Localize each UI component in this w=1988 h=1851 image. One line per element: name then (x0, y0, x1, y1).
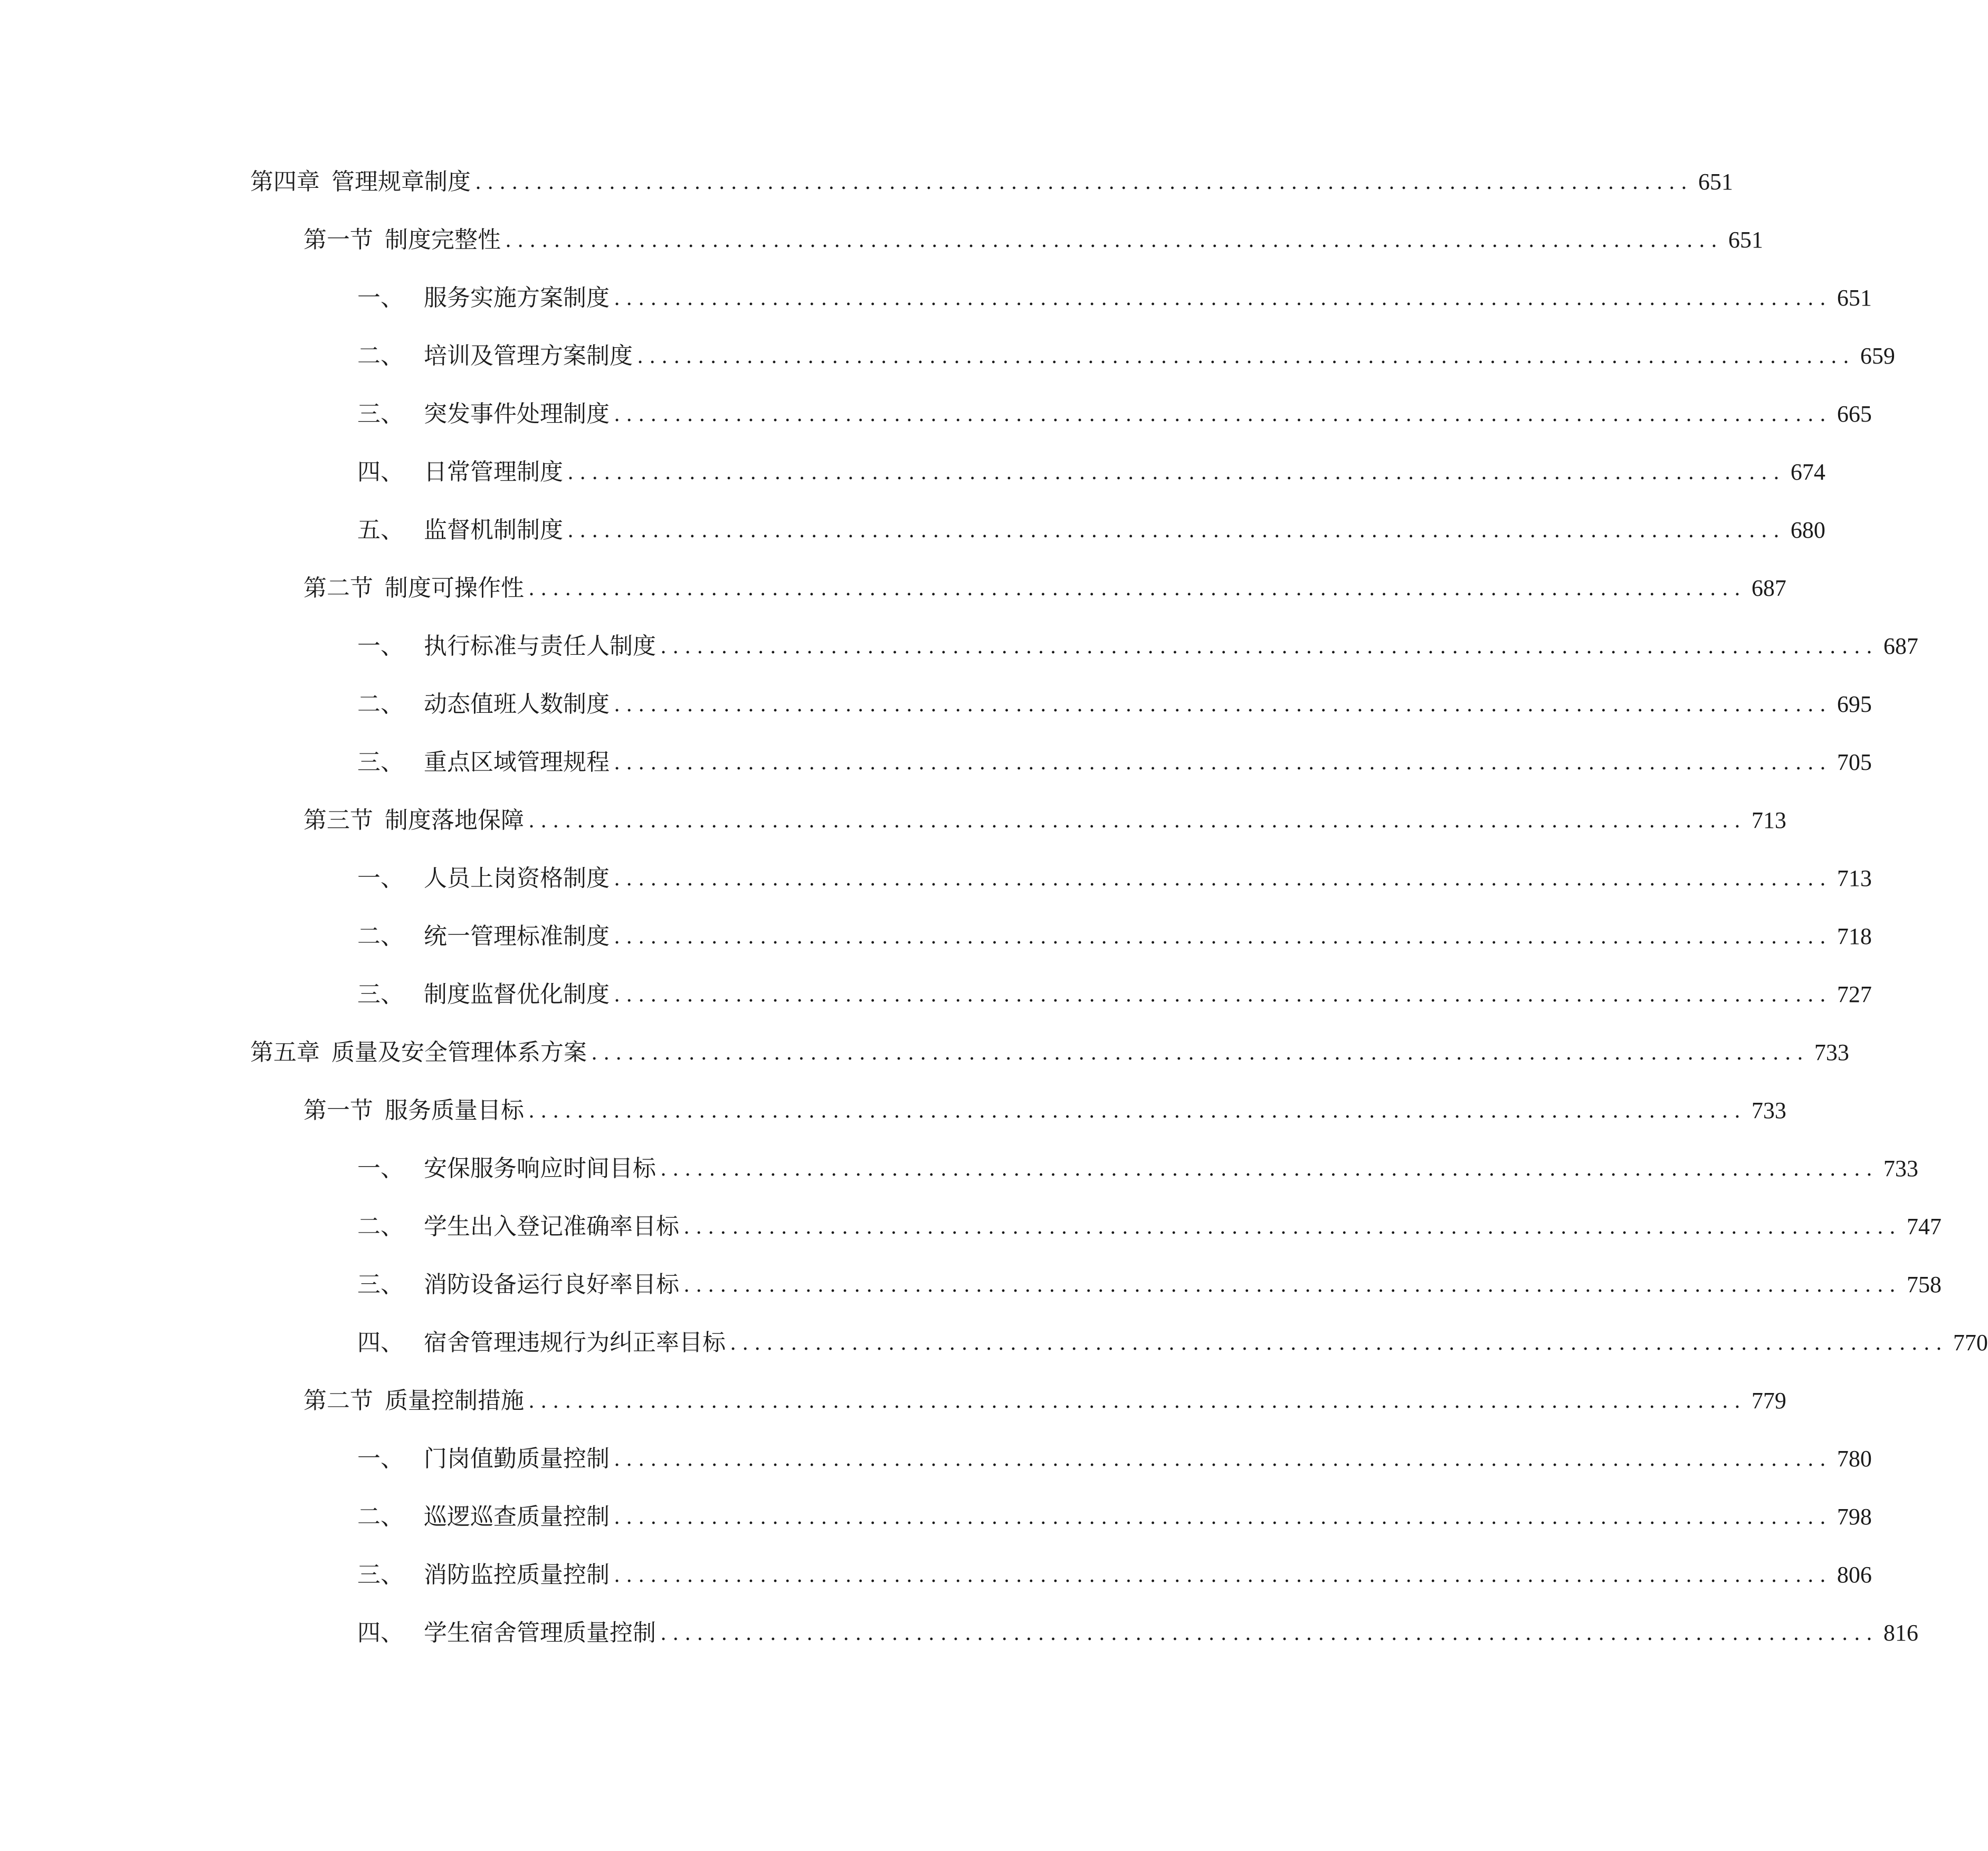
toc-entry-page-number: 780 (1837, 1446, 1872, 1472)
toc-entry-title: 宿舍管理违规行为纠正率目标 (424, 1329, 726, 1356)
toc-dot-leader: .................................................................................................... (567, 461, 1785, 484)
toc-dot-leader: .................................................................................................... (614, 925, 1832, 948)
toc-entry-number: 三、 (357, 400, 404, 427)
toc-entry-page-number: 665 (1837, 401, 1872, 427)
toc-entry-level-3[interactable] (357, 625, 1918, 667)
toc-entry-level-3[interactable] (357, 393, 1872, 435)
toc-entry-number: 第一节 (303, 1097, 373, 1124)
toc-entry-title: 学生出入登记准确率目标 (424, 1213, 679, 1240)
toc-entry-title: 消防监控质量控制 (424, 1561, 610, 1588)
toc-entry-number: 一、 (357, 1445, 404, 1472)
toc-entry-page-number: 687 (1883, 633, 1918, 659)
toc-entry-title: 管理规章制度 (331, 168, 471, 195)
toc-entry-number: 四、 (357, 1329, 404, 1356)
toc-dot-leader: .................................................................................................... (528, 577, 1746, 600)
toc-entry-number: 第二节 (303, 575, 373, 602)
toc-entry-page-number: 733 (1814, 1039, 1849, 1065)
toc-entry-number: 第一节 (303, 226, 373, 253)
toc-dot-leader: .................................................................................................... (528, 1099, 1746, 1122)
toc-entry-page-number: 733 (1751, 1098, 1786, 1123)
toc-entry-level-1[interactable] (250, 161, 1733, 203)
toc-dot-leader: .................................................................................................... (614, 983, 1832, 1006)
toc-dot-leader: .................................................................................................... (505, 228, 1723, 252)
toc-entry-number: 三、 (357, 981, 404, 1008)
toc-entry-title: 门岗值勤质量控制 (424, 1445, 610, 1472)
toc-entry-title: 动态值班人数制度 (424, 691, 610, 718)
toc-entry-level-2[interactable] (303, 799, 1786, 842)
toc-entry-number: 三、 (357, 1561, 404, 1588)
toc-entry-page-number: 727 (1837, 981, 1872, 1007)
toc-entry-page-number: 687 (1751, 575, 1786, 601)
toc-entry-number: 四、 (357, 459, 404, 485)
toc-dot-leader: .................................................................................................... (528, 809, 1746, 832)
toc-entry-page-number: 705 (1837, 749, 1872, 775)
toc-dot-leader: .................................................................................................... (475, 170, 1693, 194)
toc-entry-level-1[interactable] (250, 1032, 1849, 1074)
toc-entry-title: 安保服务响应时间目标 (424, 1155, 656, 1182)
toc-entry-level-3[interactable] (357, 857, 1872, 900)
toc-entry-level-3[interactable] (357, 1264, 1942, 1306)
toc-entry-title: 培训及管理方案制度 (424, 342, 633, 369)
toc-entry-number: 三、 (357, 749, 404, 776)
toc-dot-leader: .................................................................................................... (614, 867, 1832, 890)
toc-dot-leader: .................................................................................................... (730, 1331, 1948, 1354)
toc-entry-number: 一、 (357, 284, 404, 311)
toc-entry-level-3[interactable] (357, 974, 1872, 1016)
toc-entry-level-3[interactable] (357, 451, 1825, 493)
toc-entry-page-number: 680 (1790, 517, 1825, 543)
toc-dot-leader: .................................................................................................... (567, 519, 1785, 542)
toc-entry-page-number: 816 (1883, 1620, 1918, 1646)
toc-entry-level-3[interactable] (357, 277, 1872, 319)
toc-entry-level-3[interactable] (357, 1612, 1918, 1654)
toc-entry-title: 人员上岗资格制度 (424, 865, 610, 892)
toc-entry-level-3[interactable] (357, 335, 1895, 377)
toc-entry-level-3[interactable] (357, 915, 1872, 958)
toc-dot-leader: .................................................................................................... (637, 345, 1855, 368)
toc-entry-title: 服务质量目标 (385, 1097, 524, 1124)
toc-entry-number: 二、 (357, 691, 404, 718)
toc-dot-leader: .................................................................................................... (614, 1505, 1832, 1529)
toc-entry-level-2[interactable] (303, 1380, 1786, 1422)
toc-entry-title: 质量及安全管理体系方案 (331, 1039, 587, 1066)
toc-entry-number: 三、 (357, 1271, 404, 1298)
toc-entry-level-3[interactable] (357, 741, 1872, 784)
toc-entry-title: 制度可操作性 (385, 575, 524, 602)
toc-entry-page-number: 651 (1837, 285, 1872, 311)
toc-entry-title: 质量控制措施 (385, 1387, 524, 1414)
toc-dot-leader: .................................................................................................... (614, 751, 1832, 774)
toc-entry-title: 制度落地保障 (385, 807, 524, 834)
toc-entry-number: 二、 (357, 342, 404, 369)
toc-entry-level-2[interactable] (303, 567, 1786, 609)
toc-entry-title: 巡逻巡查质量控制 (424, 1503, 610, 1530)
toc-dot-leader: .................................................................................................... (614, 1563, 1832, 1587)
toc-entry-level-3[interactable] (357, 1148, 1918, 1190)
toc-entry-page-number: 770 (1953, 1330, 1988, 1356)
toc-dot-leader: .................................................................................................... (614, 403, 1832, 426)
toc-entry-page-number: 713 (1751, 807, 1786, 833)
toc-entry-number: 二、 (357, 1213, 404, 1240)
toc-entry-number: 一、 (357, 865, 404, 892)
toc-entry-title: 学生宿舍管理质量控制 (424, 1619, 656, 1646)
toc-entry-number: 第四章 (250, 168, 320, 195)
toc-entry-title: 服务实施方案制度 (424, 284, 610, 311)
toc-entry-number: 二、 (357, 923, 404, 950)
toc-entry-page-number: 659 (1860, 343, 1895, 369)
toc-entry-page-number: 779 (1751, 1388, 1786, 1414)
toc-entry-page-number: 674 (1790, 459, 1825, 485)
toc-entry-number: 二、 (357, 1503, 404, 1530)
toc-entry-level-3[interactable] (357, 1206, 1942, 1248)
toc-dot-leader: .................................................................................................... (614, 693, 1832, 716)
toc-entry-page-number: 651 (1728, 227, 1763, 253)
toc-entry-level-3[interactable] (357, 1438, 1872, 1480)
toc-entry-number: 一、 (357, 633, 404, 660)
toc-dot-leader: .................................................................................................... (614, 287, 1832, 310)
toc-dot-leader: .................................................................................................... (683, 1215, 1901, 1238)
toc-entry-level-3[interactable] (357, 683, 1872, 726)
toc-entry-level-2[interactable] (303, 1090, 1786, 1132)
toc-dot-leader: .................................................................................................... (660, 635, 1878, 658)
toc-entry-level-3[interactable] (357, 509, 1825, 551)
toc-entry-level-3[interactable] (357, 1322, 1988, 1364)
toc-entry-level-3[interactable] (357, 1554, 1872, 1596)
toc-dot-leader: .................................................................................................... (614, 1447, 1832, 1471)
toc-entry-title: 统一管理标准制度 (424, 923, 610, 950)
toc-entry-title: 消防设备运行良好率目标 (424, 1271, 679, 1298)
toc-entry-number: 四、 (357, 1619, 404, 1646)
toc-entry-page-number: 806 (1837, 1562, 1872, 1588)
toc-dot-leader: .................................................................................................... (660, 1157, 1878, 1180)
toc-entry-number: 第五章 (250, 1039, 320, 1066)
toc-entry-page-number: 758 (1906, 1272, 1942, 1297)
toc-entry-title: 突发事件处理制度 (424, 400, 610, 427)
toc-dot-leader: .................................................................................................... (528, 1389, 1746, 1413)
toc-dot-leader: .................................................................................................... (683, 1273, 1901, 1296)
toc-entry-page-number: 651 (1698, 169, 1733, 195)
toc-entry-title: 制度完整性 (385, 226, 501, 253)
toc-entry-page-number: 798 (1837, 1504, 1872, 1530)
toc-entry-level-3[interactable] (357, 1496, 1872, 1538)
toc-entry-page-number: 718 (1837, 923, 1872, 949)
toc-entry-title: 制度监督优化制度 (424, 981, 610, 1008)
toc-entry-page-number: 733 (1883, 1156, 1918, 1181)
toc-dot-leader: .................................................................................................... (660, 1621, 1878, 1645)
toc-entry-title: 重点区域管理规程 (424, 749, 610, 776)
toc-entry-page-number: 747 (1906, 1214, 1942, 1239)
toc-entry-number: 五、 (357, 517, 404, 543)
toc-entry-title: 执行标准与责任人制度 (424, 633, 656, 660)
toc-entry-title: 日常管理制度 (424, 459, 563, 485)
toc-entry-level-2[interactable] (303, 219, 1763, 261)
toc-entry-number: 第三节 (303, 807, 373, 834)
toc-entry-number: 一、 (357, 1155, 404, 1182)
toc-entry-page-number: 695 (1837, 691, 1872, 717)
toc-entry-page-number: 713 (1837, 865, 1872, 891)
toc-entry-number: 第二节 (303, 1387, 373, 1414)
toc-entry-title: 监督机制制度 (424, 517, 563, 543)
toc-dot-leader: .................................................................................................... (591, 1041, 1809, 1064)
